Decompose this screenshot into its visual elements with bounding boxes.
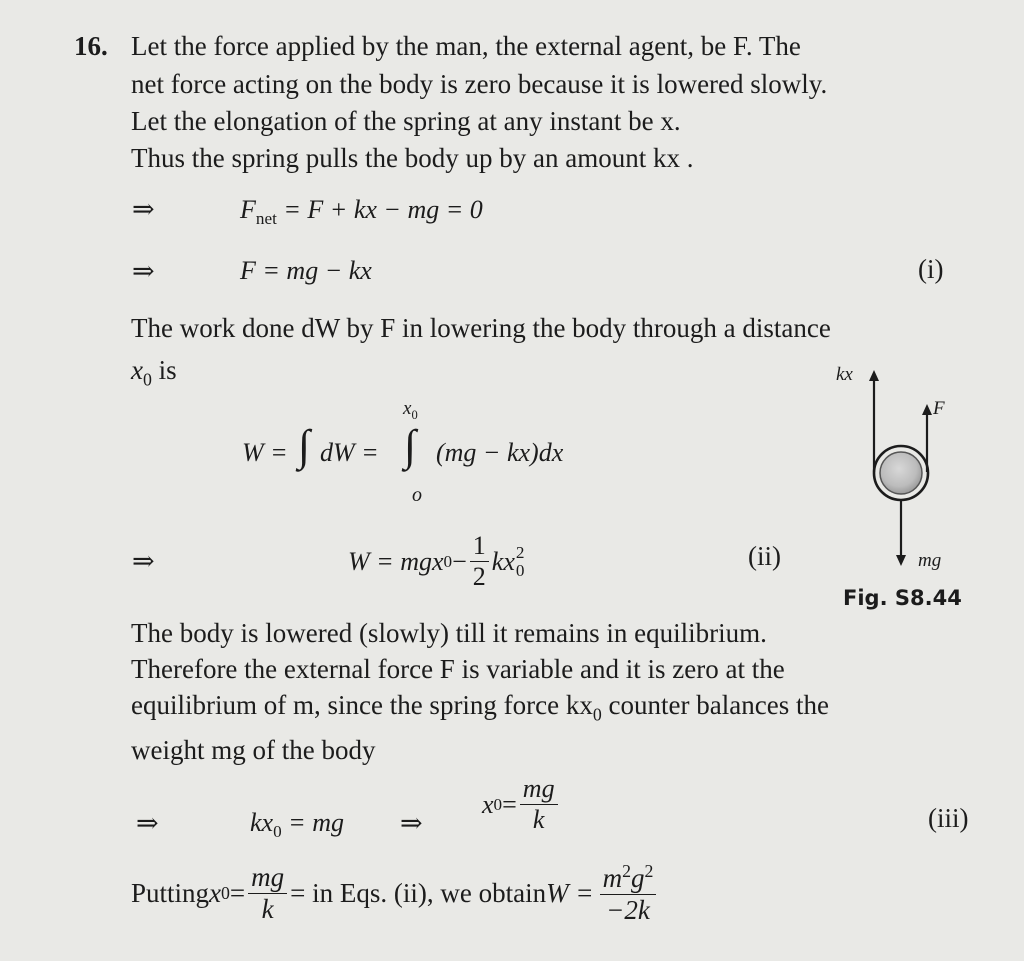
- problem-line-3: Let the elongation of the spring at any instant be x.: [131, 106, 681, 136]
- dw-term: dW =: [320, 438, 379, 467]
- spring-mass-figure: [850, 360, 980, 580]
- implies-arrow-5: ⇒: [400, 808, 423, 838]
- work-line-2: $x_0$ is: [131, 355, 177, 390]
- figure-label-mg: mg: [918, 550, 942, 571]
- equation-tag-iii: (iii): [928, 803, 969, 833]
- figure-label-f: F: [933, 398, 945, 419]
- integral-sign-2: ∫: [404, 421, 417, 470]
- problem-line-1: Let the force applied by the man, the external agent, be F. The: [131, 31, 801, 61]
- implies-arrow-3: ⇒: [132, 546, 155, 576]
- implies-arrow-2: ⇒: [132, 256, 155, 286]
- equation-tag-ii: (ii): [748, 541, 781, 571]
- para-line-3: equilibrium of m, since the spring force $kx_0$ counter balances the: [131, 690, 829, 725]
- para-line-1: The body is lowered (slowly) till it remains in equilibrium.: [131, 618, 767, 648]
- work-result-equation: W = mgx 0 − $\frac{1}{2}$ kx 2 0: [348, 531, 525, 591]
- integral-sign-1: ∫: [298, 421, 311, 470]
- equilibrium-equation: $kx_0$ = mg: [250, 808, 344, 842]
- para-line-4: weight mg of the body: [131, 735, 376, 765]
- x0-equation: x 0 = $\frac{mg}{k}$: [482, 776, 561, 833]
- equation-fnet: $F_{net} = F$ + kx − mg = 0: [240, 195, 483, 229]
- work-equation-lhs: W =: [242, 438, 288, 467]
- para-line-2: Therefore the external force F is variable and it is zero at the: [131, 654, 785, 684]
- final-statement: Putting x 0 = $\frac{mg}{k}$ = in Eqs. (ii), we obtain W = $\frac{m^2g^2}{-2k}$: [131, 863, 659, 924]
- problem-number: 16.: [74, 31, 108, 61]
- problem-line-2: net force acting on the body is zero because it is lowered slowly.: [131, 69, 828, 99]
- integrand: (mg − kx)dx: [436, 438, 564, 467]
- equation-tag-i: (i): [918, 254, 944, 284]
- implies-arrow-1: ⇒: [132, 194, 155, 224]
- work-line-1: The work done dW by F in lowering the body through a distance: [131, 313, 831, 343]
- equation-f: F = mg − kx: [240, 256, 372, 285]
- figure-label-kx: kx: [836, 364, 853, 385]
- implies-arrow-4: ⇒: [136, 808, 159, 838]
- integral-upper-limit: $x_0$: [403, 398, 418, 422]
- figure-caption: Fig. S8.44: [843, 586, 962, 610]
- problem-line-4: Thus the spring pulls the body up by an amount kx .: [131, 143, 694, 173]
- integral-lower-limit: o: [412, 484, 422, 506]
